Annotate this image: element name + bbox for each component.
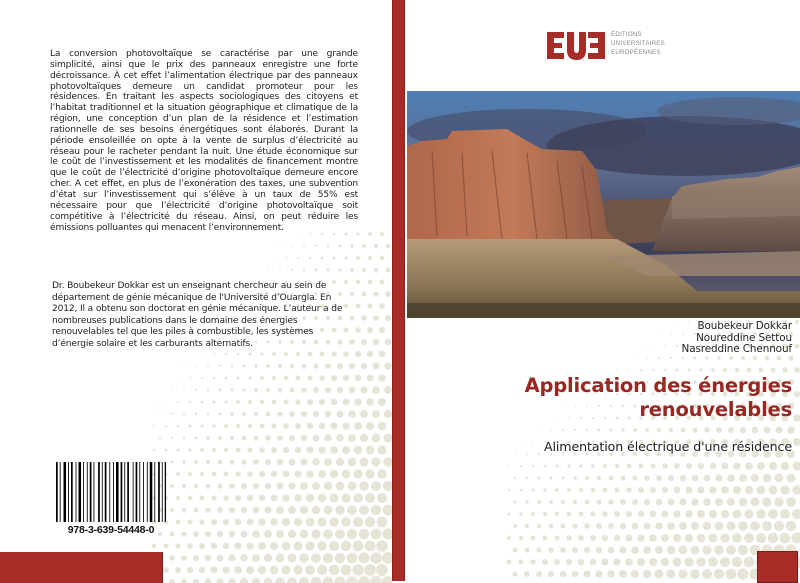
- author-list: [682, 321, 792, 356]
- book-summary: La conversion photovoltaïque se caractérise par une grande simplicité, ainsi que le prix des panneaux enregistre une forte décroissance. À cet effet l’alimentation électrique par des panneaux photovoltaïques demeure un candidat promoteur pour les résidences. En traitant les aspects sociologiques des citoyens et l’habitat traditionnel et la situation géographique et climatique de la région, une conception d’un plan de la résidence et l’estimation rationnelle de ses besoins énergétiques sont élaborés. Durant la période ensoleillée on opte à la vente de surplus d’électricité au réseau pour le racheter pendant la nuit. Une étude économique sur le coût de l’investissement et les modalités de financement montre que le coût de l’électricité d’origine photovoltaïque demeure encore cher. A cet effet, en plus de l’exonération des taxes, une subvention d’état sur l’investissement qui s’élève à un taux de 55% est nécessaire pour que l’électricité d’origine photovoltaïque soit compétitive à l’électricité du réseau. Ainsi, on peut réduire les émissions polluantes qui menacent l’environnement.: [50, 49, 358, 233]
- barcode-icon: [56, 462, 166, 522]
- book-subtitle: Alimentation électrique d'une résidence: [543, 439, 792, 454]
- publisher-name: ÉDITIONS UNIVERSITAIRES EUROPÉENNES: [611, 31, 665, 57]
- author-bio: Dr. Boubekeur Dokkar est un enseignant chercheur au sein de département de génie mécanique de l'Université d’Ouargla. En 2012, Il a obtenu son doctorat en génie mécanique. L’auteur a de nombreuses publications dans le domaine des énergies renouvelables tel que les piles à combustible, les systèmes d’énergie solaire et les carburants alternatifs.: [52, 281, 343, 349]
- eue-logo-icon: [547, 32, 605, 60]
- author-name: Boubekeur Dokkar: [697, 320, 792, 332]
- author-name: Noureddine Settou: [696, 331, 792, 344]
- book-spine: [392, 0, 405, 581]
- author-name: Nasreddine Chennouf: [681, 343, 792, 356]
- back-cover: [0, 0, 392, 583]
- cover-photo-canyon-mesa: [407, 91, 800, 318]
- publisher-logo: [547, 30, 667, 60]
- isbn-number: 978-3-639-54448-0: [67, 524, 155, 536]
- front-cover: [405, 0, 800, 583]
- book-title: Application des énergies renouvelables: [524, 374, 792, 421]
- back-red-band: [0, 552, 163, 583]
- front-red-square: [757, 551, 798, 583]
